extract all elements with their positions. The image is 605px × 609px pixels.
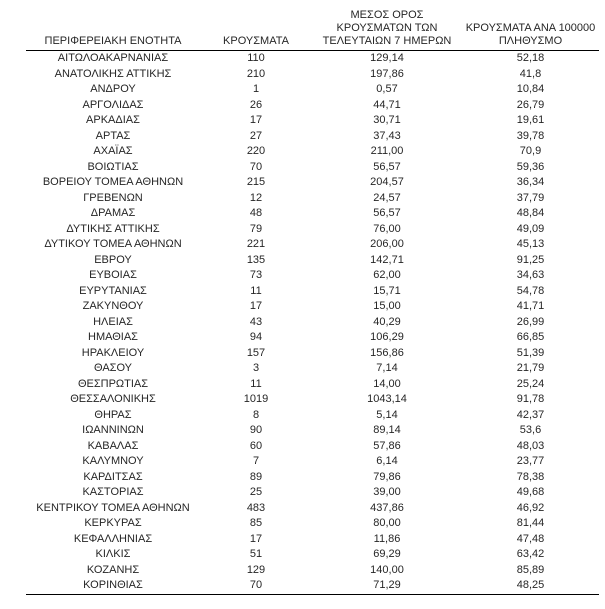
region-cell: ΚΑΣΤΟΡΙΑΣ [82,486,144,498]
table-row [26,423,599,439]
cases-cell: 27 [249,129,263,142]
per-100000-cell: 91,25 [516,253,545,266]
per-100000-cell: 19,61 [516,114,545,126]
per-100000-cell: 10,84 [516,83,545,95]
region-cell: ΚΟΖΑΝΗΣ [86,563,140,576]
table-row [26,98,599,114]
cases-cell: 129 [246,563,266,576]
avg-7day-cell: 204,57 [370,176,404,188]
cases-cell: 73 [249,269,263,281]
region-cell: ΑΡΤΑΣ [95,129,131,142]
region-cell: ΘΗΡΑΣ [94,408,132,421]
per-100000-cell: 37,79 [516,191,545,204]
table-row [26,160,599,176]
cases-cell: 51 [249,548,263,560]
table-header-row [26,9,599,51]
cases-cell: 26 [249,98,263,111]
avg-7day-cell: 7,14 [376,362,398,374]
cases-cell: 17 [249,114,263,126]
regional-cases-table [26,9,599,595]
per-100000-cell: 36,34 [516,176,545,188]
region-cell: ΒΟΙΩΤΙΑΣ [87,160,139,173]
cases-cell: 1 [252,83,260,95]
cases-cell: 210 [246,67,266,80]
cases-cell: 89 [249,470,263,483]
per-100000-cell: 53,6 [519,424,542,436]
region-cell: ΖΑΚΥΝΘΟΥ [82,300,144,312]
per-100000-cell: 42,37 [516,408,545,421]
per-100000-cell: 78,38 [516,470,545,483]
region-cell: ΙΩΑΝΝΙΝΩΝ [82,424,144,436]
per-100000-cell: 85,89 [516,563,545,576]
per-100000-cell: 51,39 [516,346,545,359]
per-100000-cell: 81,44 [516,517,545,529]
avg-7day-cell: 80,00 [373,517,401,529]
table-row [26,222,599,238]
region-cell: ΚΑΡΔΙΤΣΑΣ [83,470,143,483]
col-header-avg-7day-line3: ΤΕΛΕΥΤΑΙΩΝ 7 ΗΜΕΡΩΝ [322,35,452,47]
region-cell: ΘΑΣΟΥ [93,362,133,374]
table-row [26,175,599,191]
table-row [26,284,599,300]
region-cell: ΚΕΦΑΛΛΗΝΙΑΣ [73,532,153,545]
cases-cell: 85 [249,517,263,529]
table-row [26,129,599,145]
table-row [26,144,599,160]
region-cell: ΑΡΚΑΔΙΑΣ [86,114,140,126]
cases-cell: 11 [250,284,262,297]
per-100000-cell: 47,48 [516,532,545,545]
per-100000-cell: 59,36 [516,160,545,173]
cases-cell: 70 [249,160,263,173]
per-100000-cell: 34,63 [516,269,545,281]
avg-7day-cell: 156,86 [370,346,404,359]
region-cell: ΑΙΤΩΛΟΑΚΑΡΝΑΝΙΑΣ [57,52,169,64]
per-100000-cell: 48,03 [516,439,545,452]
cases-cell: 8 [252,408,260,421]
avg-7day-cell: 56,57 [373,160,401,173]
cases-cell: 221 [246,238,266,250]
table-row [26,206,599,222]
per-100000-cell: 46,92 [516,501,545,514]
cases-cell: 12 [249,191,263,204]
col-header-avg-7day-line1: ΜΕΣΟΣ ΟΡΟΣ [350,9,424,21]
cases-cell: 215 [246,176,266,188]
avg-7day-cell: 56,57 [373,207,401,219]
table-row [26,346,599,362]
col-header-region [26,9,200,51]
avg-7day-cell: 71,29 [312,578,462,594]
per-100000-cell: 63,42 [516,548,545,560]
table-body [26,51,599,595]
col-header-per-100000-line2: ΠΛΗΘΥΣΜΟ [498,35,563,47]
region-cell: ΚΑΛΥΜΝΟΥ [82,455,144,467]
per-100000-cell: 70,9 [519,145,542,157]
col-header-avg-7day [312,9,462,51]
region-cell: ΑΧΑΪΑΣ [93,145,133,157]
per-100000-cell: 49,09 [516,222,545,235]
region-cell: ΗΛΕΙΑΣ [93,315,133,328]
region-cell: ΕΒΡΟΥ [94,253,132,266]
per-100000-cell: 45,13 [516,238,545,250]
table-row [26,485,599,501]
per-100000-cell: 91,78 [516,393,545,405]
avg-7day-cell: 62,00 [373,269,401,281]
col-header-cases-label: ΚΡΟΥΣΜΑΤΑ [223,35,289,47]
cases-cell: 70 [200,578,312,594]
table-row [26,361,599,377]
table-row [26,299,599,315]
region-cell: ΕΥΡΥΤΑΝΙΑΣ [79,284,147,297]
avg-7day-cell: 24,57 [373,191,401,204]
per-100000-cell: 21,79 [516,362,545,374]
table-row [26,330,599,346]
region-cell: ΑΝΑΤΟΛΙΚΗΣ ΑΤΤΙΚΗΣ [54,67,172,80]
region-cell: ΕΥΒΟΙΑΣ [89,269,137,281]
cases-cell: 135 [246,253,266,266]
table-row [26,532,599,548]
per-100000-cell: 23,77 [516,455,545,467]
per-100000-cell: 66,85 [516,331,545,343]
table-row [26,113,599,129]
report-page [0,9,605,609]
table-row [26,454,599,470]
table-row [26,253,599,269]
cases-cell: 25 [249,486,263,498]
region-cell: ΚΕΡΚΥΡΑΣ [84,517,142,529]
region-cell: ΚΕΝΤΡΙΚΟΥ ΤΟΜΕΑ ΑΘΗΝΩΝ [36,501,190,514]
avg-7day-cell: 69,29 [373,548,401,560]
table-row [26,51,599,67]
avg-7day-cell: 6,14 [376,455,398,467]
avg-7day-cell: 197,86 [370,67,404,80]
avg-7day-cell: 1043,14 [367,393,407,405]
per-100000-cell: 39,78 [516,129,545,142]
cases-cell: 3 [252,362,260,374]
avg-7day-cell: 14,00 [373,377,401,390]
avg-7day-cell: 15,00 [373,300,401,312]
cases-cell: 48 [249,207,263,219]
region-cell: ΚΟΡΙΝΘΙΑΣ [26,578,200,594]
per-100000-cell: 52,18 [516,52,545,64]
per-100000-cell: 25,24 [516,377,545,390]
cases-cell: 43 [249,315,263,328]
table-row [26,563,599,579]
per-100000-cell: 48,84 [516,207,545,219]
table-row [26,470,599,486]
avg-7day-cell: 211,00 [370,145,404,157]
avg-7day-cell: 57,86 [373,439,401,452]
avg-7day-cell: 11,86 [373,532,401,545]
table-row [26,578,599,594]
cases-cell: 110 [247,52,265,64]
table-row [26,268,599,284]
col-header-region-label: ΠΕΡΙΦΕΡΕΙΑΚΗ ΕΝΟΤΗΤΑ [44,35,182,47]
cases-cell: 157 [246,346,266,359]
table-row [26,191,599,207]
cases-cell: 17 [249,300,263,312]
per-100000-cell: 26,79 [516,98,545,111]
cases-cell: 7 [252,455,260,467]
table-row [26,377,599,393]
region-cell: ΑΝΔΡΟΥ [90,83,136,95]
avg-7day-cell: 140,00 [370,563,404,576]
avg-7day-cell: 76,00 [373,222,401,235]
avg-7day-cell: 39,00 [373,486,401,498]
region-cell: ΔΡΑΜΑΣ [90,207,136,219]
cases-cell: 79 [249,222,263,235]
avg-7day-cell: 5,14 [376,408,398,421]
per-100000-cell: 41,8 [519,67,542,80]
avg-7day-cell: 106,29 [370,331,404,343]
region-cell: ΘΕΣΣΑΛΟΝΙΚΗΣ [70,393,156,405]
avg-7day-cell: 37,43 [373,129,401,142]
table-row [26,237,599,253]
region-cell: ΔΥΤΙΚΗΣ ΑΤΤΙΚΗΣ [66,222,160,235]
region-cell: ΑΡΓΟΛΙΔΑΣ [82,98,144,111]
region-cell: ΚΙΛΚΙΣ [95,548,131,560]
cases-cell: 90 [249,424,263,436]
cases-cell: 1019 [243,393,269,405]
col-header-avg-7day-line2: ΚΡΟΥΣΜΑΤΩΝ ΤΩΝ [336,22,438,34]
region-cell: ΓΡΕΒΕΝΩΝ [83,191,143,204]
avg-7day-cell: 142,71 [370,253,404,266]
cases-cell: 220 [246,145,266,157]
avg-7day-cell: 0,57 [376,83,398,95]
cases-cell: 11 [250,377,262,390]
per-100000-cell: 48,25 [462,578,599,594]
cases-cell: 94 [249,331,263,343]
col-header-per-100000 [462,9,599,51]
col-header-per-100000-line1: ΚΡΟΥΣΜΑΤΑ ΑΝΑ 100000 [465,22,596,34]
avg-7day-cell: 437,86 [370,501,404,514]
table-row [26,547,599,563]
table-row [26,408,599,424]
table-row [26,439,599,455]
cases-cell: 60 [249,439,263,452]
region-cell: ΔΥΤΙΚΟΥ ΤΟΜΕΑ ΑΘΗΝΩΝ [44,238,182,250]
per-100000-cell: 26,99 [516,315,545,328]
avg-7day-cell: 79,86 [373,470,401,483]
region-cell: ΘΕΣΠΡΩΤΙΑΣ [77,377,149,390]
cases-cell: 483 [246,501,266,514]
avg-7day-cell: 206,00 [370,238,404,250]
avg-7day-cell: 30,71 [373,114,401,126]
per-100000-cell: 54,78 [516,284,545,297]
avg-7day-cell: 15,71 [373,284,401,297]
region-cell: ΒΟΡΕΙΟΥ ΤΟΜΕΑ ΑΘΗΝΩΝ [42,176,184,188]
avg-7day-cell: 89,14 [373,424,401,436]
avg-7day-cell: 129,14 [370,52,404,64]
avg-7day-cell: 40,29 [373,315,401,328]
table-row [26,501,599,517]
col-header-cases [200,9,312,51]
region-cell: ΚΑΒΑΛΑΣ [87,439,139,452]
region-cell: ΗΜΑΘΙΑΣ [88,331,138,343]
region-cell: ΗΡΑΚΛΕΙΟΥ [81,346,145,359]
table-row [26,67,599,83]
table-row [26,392,599,408]
table-row [26,315,599,331]
cases-cell: 17 [249,532,263,545]
table-row [26,516,599,532]
per-100000-cell: 41,71 [516,300,545,312]
per-100000-cell: 49,68 [516,486,545,498]
table-row [26,82,599,98]
avg-7day-cell: 44,71 [373,98,401,111]
